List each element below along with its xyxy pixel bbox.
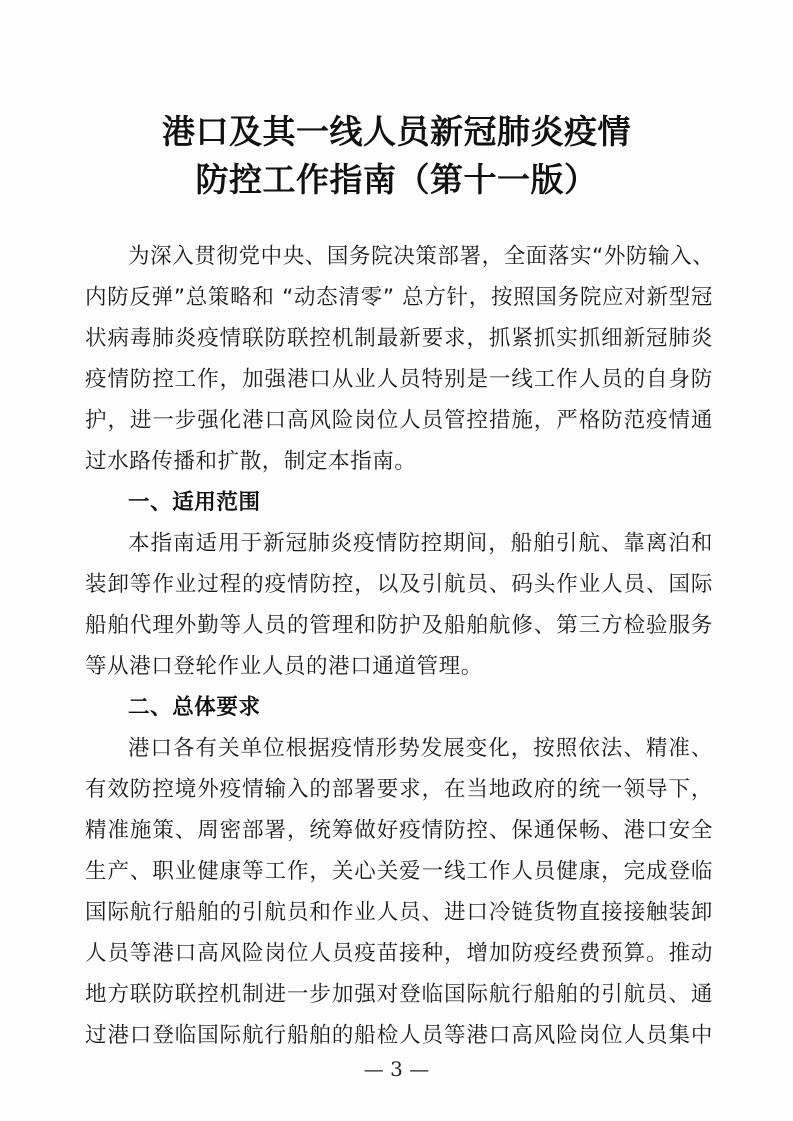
section2-line: 人员等港口高风险岗位人员疫苗接种，增加防疫经费预算。推动 [85,941,713,966]
intro-line: 为深入贯彻党中央、国务院决策部署，全面落实“外防输入、 [128,244,715,269]
section1-line: 等从港口登轮作业人员的港口通道管理。 [85,654,483,679]
section2-line: 过港口登临国际航行船舶的船检人员等港口高风险岗位人员集中 [85,1023,713,1048]
section1-line: 本指南适用于新冠肺炎疫情防控期间，船舶引航、靠离泊和 [128,531,713,556]
intro-line: 疫情防控工作，加强港口从业人员特别是一线工作人员的自身防 [85,367,713,392]
intro-line: 护，进一步强化港口高风险岗位人员管控措施，严格防范疫情通 [85,408,713,433]
section1-line: 船舶代理外勤等人员的管理和防护及船舶航修、第三方检验服务 [85,613,713,638]
document-title-line-2: 防控工作指南（第十一版） [195,160,598,199]
section2-line: 有效防控境外疫情输入的部署要求，在当地政府的统一领导下， [85,777,713,802]
section2-line: 地方联防联控机制进一步加强对登临国际航行船舶的引航员、通 [85,982,713,1007]
section2-line: 国际航行船舶的引航员和作业人员、进口冷链货物直接接触装卸 [85,900,713,925]
section1-line: 装卸等作业过程的疫情防控，以及引航员、码头作业人员、国际 [85,572,713,597]
section2-line: 生产、职业健康等工作，关心关爱一线工作人员健康，完成登临 [85,859,713,884]
section-heading-requirements: 二、总体要求 [128,695,261,720]
document-title-line-1: 港口及其一线人员新冠肺炎疫情 [162,112,631,151]
section2-line: 港口各有关单位根据疫情形势发展变化，按照依法、精准、 [128,736,713,761]
intro-line: 过水路传播和扩散，制定本指南。 [85,449,417,474]
intro-line: 内防反弹”总策略和 “动态清零” 总方针，按照国务院应对新型冠 [85,285,713,310]
intro-line: 状病毒肺炎疫情联防联控机制最新要求，抓紧抓实抓细新冠肺炎 [85,326,713,351]
section-heading-scope: 一、适用范围 [128,490,261,515]
section2-line: 精准施策、周密部署，统筹做好疫情防控、保通保畅、港口安全 [85,818,713,843]
page-number: — 3 — [363,1057,430,1081]
